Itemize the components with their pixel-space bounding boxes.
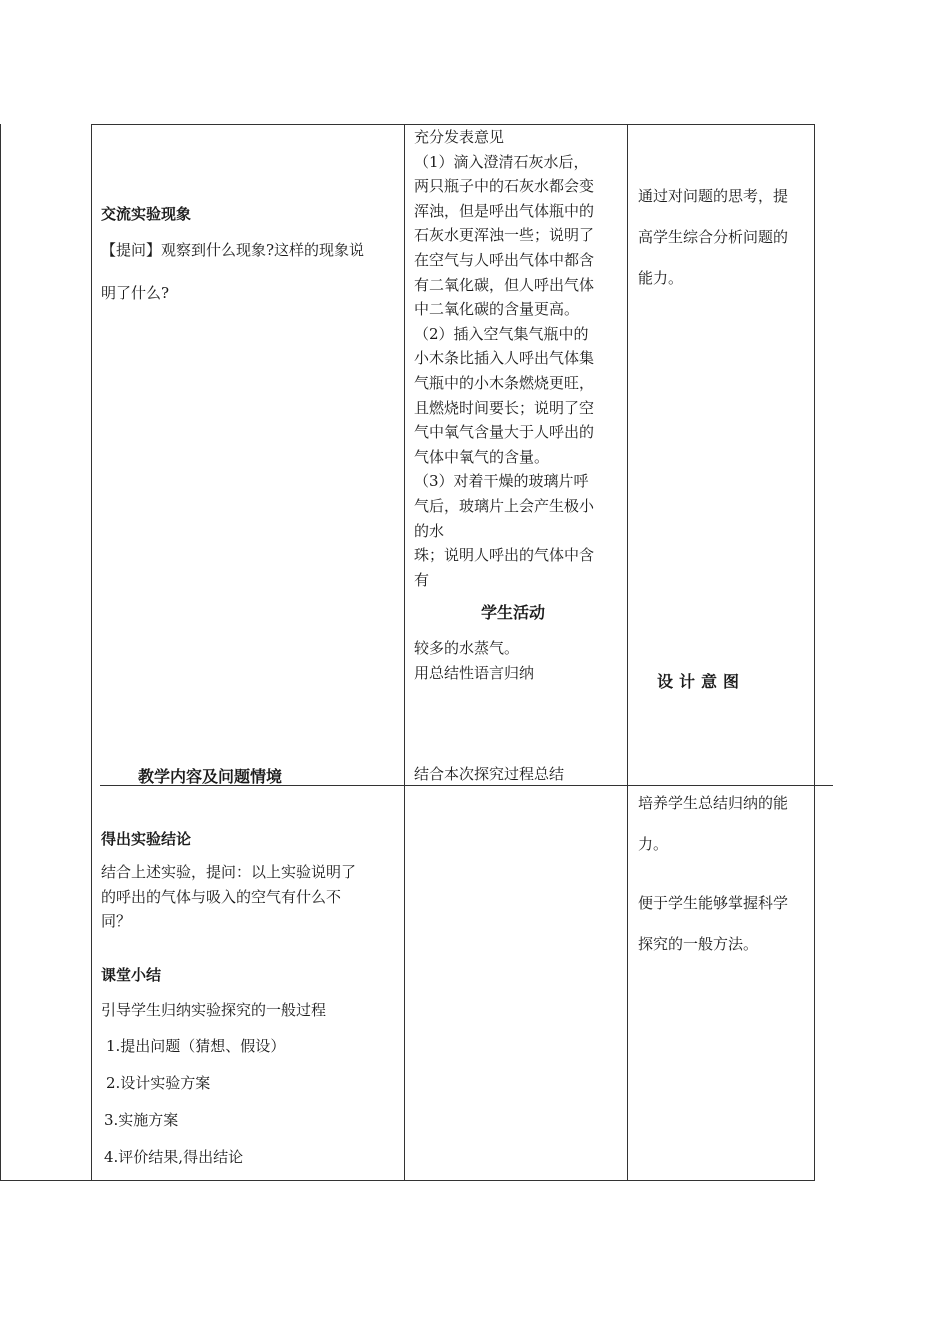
conclusion-title: 得出实验结论 bbox=[101, 830, 192, 848]
intent-text-2 bbox=[638, 783, 788, 865]
activity-after-line: 用总结性语言归纳 bbox=[414, 663, 535, 682]
activity-line: 气体中氧气的含量。 bbox=[414, 447, 550, 466]
intent-text-3 bbox=[638, 883, 788, 965]
table-border-col3 bbox=[627, 124, 628, 1181]
question-line-1: 【提问】观察到什么现象?这样的现象说 bbox=[101, 241, 365, 259]
activity-line: 有 bbox=[414, 570, 430, 589]
table-border-col2 bbox=[404, 124, 405, 1181]
activity-after-text bbox=[414, 636, 534, 685]
table-border-right bbox=[814, 124, 815, 1181]
activity-final-line: 结合本次探究过程总结 bbox=[414, 765, 565, 783]
activity-line: 浑浊，但是呼出气体瓶中的 bbox=[414, 201, 595, 220]
activity-after-line: 较多的水蒸气。 bbox=[414, 639, 520, 657]
summary-intro: 引导学生归纳实验探究的一般过程 bbox=[101, 1001, 327, 1019]
activity-line: 石灰水更浑浊一些；说明了 bbox=[414, 226, 595, 245]
activity-line: 中二氧化碳的含量更高。 bbox=[414, 300, 580, 319]
intent-line: 培养学生总结归纳的能 bbox=[638, 794, 789, 812]
conclusion-line: 的呼出的气体与吸入的空气有什么不 bbox=[101, 887, 342, 906]
step-item: 4.评价结果,得出结论 bbox=[104, 1148, 244, 1166]
activity-line: 气瓶中的小木条燃烧更旺， bbox=[414, 373, 595, 392]
activity-line: 两只瓶子中的石灰水都会变 bbox=[414, 177, 595, 196]
intent-line: 高学生综合分析问题的 bbox=[638, 228, 789, 246]
summary-title: 课堂小结 bbox=[101, 966, 162, 984]
col1-header: 教学内容及问题情境 bbox=[138, 767, 283, 786]
col3-header: 设计意图 bbox=[657, 672, 746, 691]
activity-line: （3）对着干燥的玻璃片呼 bbox=[414, 472, 589, 491]
activity-line: 小木条比插入人呼出气体集 bbox=[414, 349, 595, 368]
table-border-bottom bbox=[0, 1180, 815, 1181]
activity-line: 有二氧化碳，但人呼出气体 bbox=[414, 275, 595, 294]
intent-text-1 bbox=[638, 176, 788, 299]
conclusion-line: 结合上述实验，提问：以上实验说明了 bbox=[101, 863, 357, 881]
step-item: 2.设计实验方案 bbox=[106, 1074, 211, 1092]
exchange-title: 交流实验现象 bbox=[101, 205, 192, 223]
intent-line: 力。 bbox=[638, 835, 669, 853]
activity-line: 充分发表意见 bbox=[414, 128, 505, 146]
table-border-left bbox=[0, 124, 1, 1181]
activity-line: 气后，玻璃片上会产生极小 bbox=[414, 496, 595, 515]
conclusion-line: 同？ bbox=[101, 912, 132, 931]
intent-line: 通过对问题的思考，提 bbox=[638, 187, 789, 205]
col2-header: 学生活动 bbox=[481, 603, 546, 622]
intent-line: 能力。 bbox=[638, 269, 684, 287]
conclusion-text bbox=[101, 860, 401, 934]
activity-line: 且燃烧时间要长；说明了空 bbox=[414, 398, 595, 417]
activity-line: （1）滴入澄清石灰水后， bbox=[414, 152, 589, 171]
step-item: 1.提出问题（猜想、假设） bbox=[106, 1037, 286, 1055]
intent-line: 探究的一般方法。 bbox=[638, 935, 759, 953]
student-activity-text bbox=[414, 125, 626, 592]
activity-line: （2）插入空气集气瓶中的 bbox=[414, 324, 589, 343]
activity-line: 气中氧气含量大于人呼出的 bbox=[414, 423, 595, 442]
intent-line: 便于学生能够掌握科学 bbox=[638, 894, 789, 912]
activity-line: 的水 bbox=[414, 521, 445, 540]
step-item: 3.实施方案 bbox=[104, 1111, 179, 1129]
question-line-2: 明了什么? bbox=[101, 284, 170, 302]
activity-line: 珠；说明人呼出的气体中含 bbox=[414, 546, 595, 565]
activity-line: 在空气与人呼出气体中都含 bbox=[414, 250, 595, 269]
table-border-col1 bbox=[91, 124, 92, 1181]
